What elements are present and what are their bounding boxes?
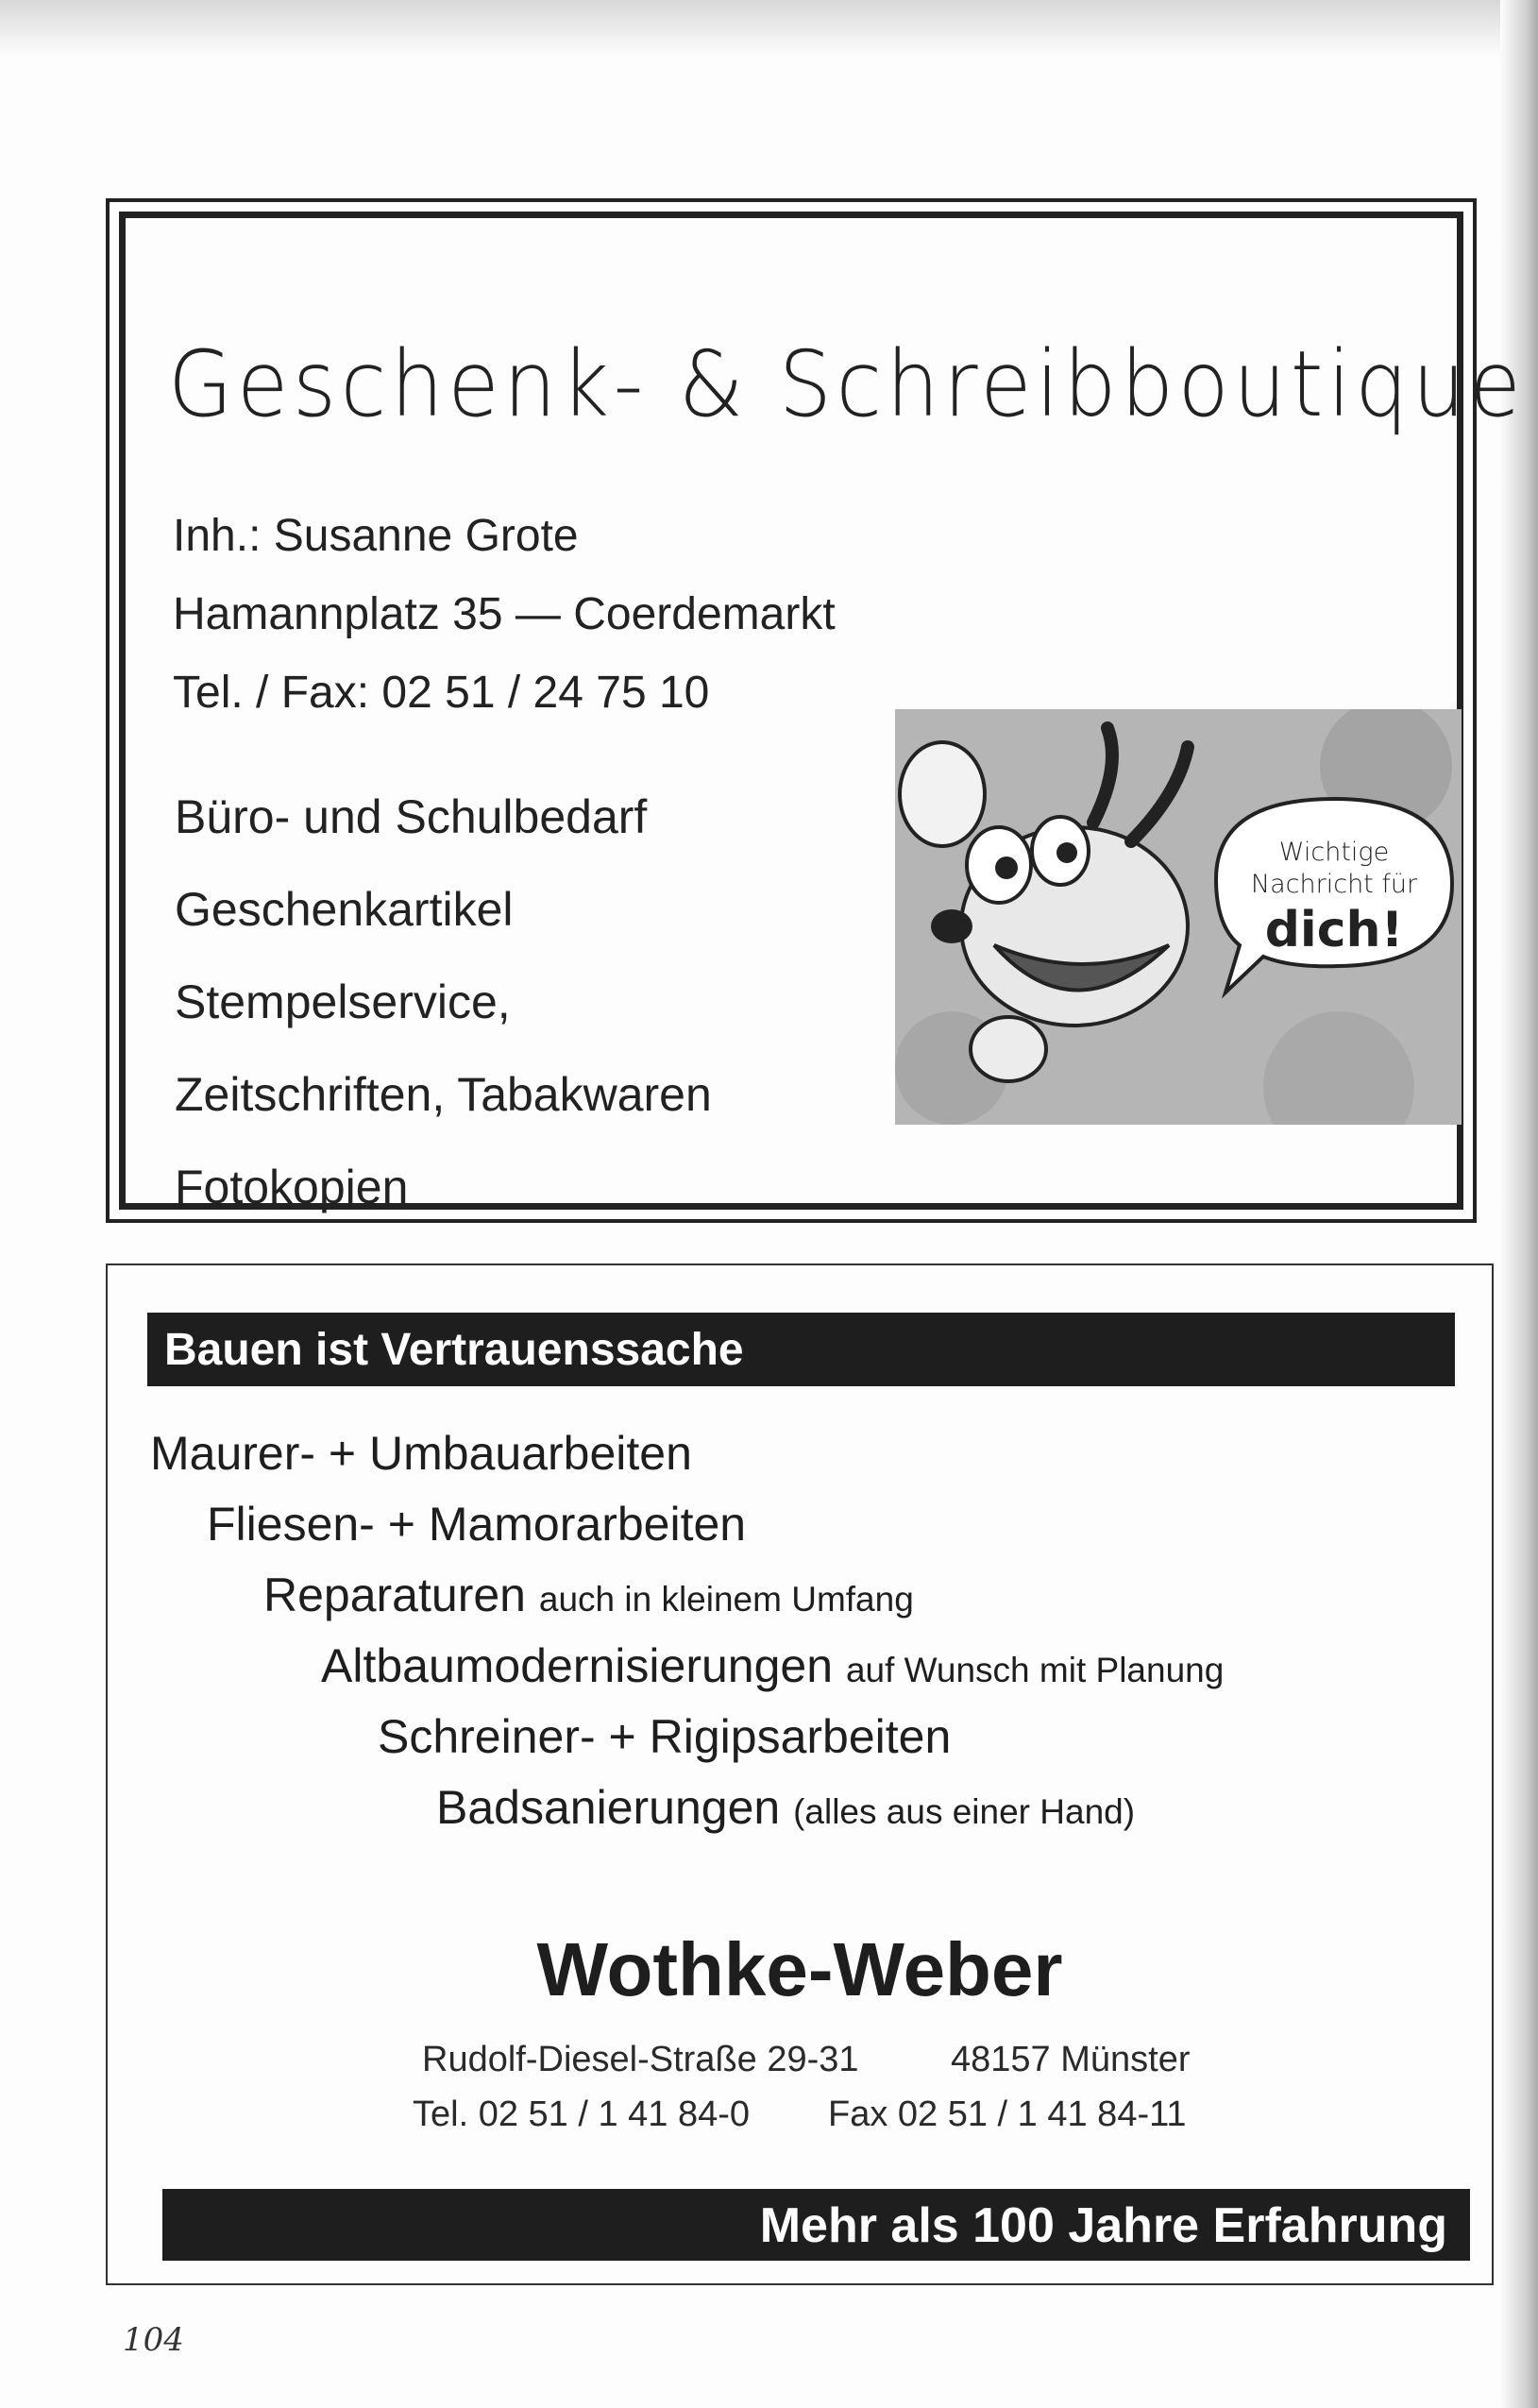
bubble-line-2: Nachricht für [1250, 870, 1418, 899]
ad1-owner: Inh.: Susanne Grote [173, 511, 579, 561]
ad1-phone: Tel. / Fax: 02 51 / 24 75 10 [173, 668, 710, 718]
service-line [207, 1497, 746, 1552]
ad-wothke-weber [106, 1263, 1494, 2285]
ad1-service-item: Fotokopien [175, 1161, 409, 1213]
scan-top-shadow [0, 0, 1538, 57]
page-number: 104 [123, 2321, 184, 2359]
company-city: 48157 Münster [951, 2040, 1191, 2079]
service-line [321, 1638, 1224, 1693]
service-main: Schreiner- + Rigipsarbeiten [378, 1710, 952, 1763]
service-line [263, 1568, 914, 1622]
ad1-contact-block [173, 497, 836, 732]
banner-top: Bauen ist Vertrauenssache [147, 1313, 1455, 1386]
service-note: auf Wunsch mit Planung [845, 1651, 1225, 1689]
service-main: Reparaturen [263, 1569, 526, 1621]
service-main: Badsanierungen [436, 1781, 781, 1834]
company-tel: Tel. 02 51 / 1 41 84-0 [413, 2094, 751, 2134]
service-main: Maurer- + Umbauarbeiten [150, 1427, 692, 1480]
ad1-services-list [175, 771, 712, 1233]
company-street: Rudolf-Diesel-Straße 29-31 [422, 2040, 859, 2079]
service-note: (alles aus einer Hand) [793, 1792, 1136, 1831]
cartoon-image [895, 709, 1462, 1125]
service-line [150, 1426, 692, 1481]
ad1-service-item: Geschenkartikel [175, 883, 514, 936]
company-fax: Fax 02 51 / 1 41 84-11 [828, 2094, 1187, 2134]
ad1-inner-frame [119, 212, 1526, 1213]
service-line [436, 1780, 1135, 1835]
bubble-line-3: dich! [1264, 902, 1404, 958]
ad1-service-item: Büro- und Schulbedarf [175, 790, 648, 843]
banner-bottom: Mehr als 100 Jahre Erfahrung [162, 2189, 1470, 2261]
ad1-address: Hamannplatz 35 — Coerdemarkt [173, 589, 836, 639]
bubble-line-1: Wichtige [1278, 838, 1390, 867]
service-main: Altbaumodernisierungen [321, 1639, 834, 1692]
service-main: Fliesen- + Mamorarbeiten [207, 1498, 747, 1551]
ad1-service-item: Zeitschriften, Tabakwaren [175, 1068, 712, 1121]
ad1-title: Geschenk- & Schreibboutique [168, 331, 1526, 437]
speech-bubble-text [1225, 837, 1443, 959]
company-name: Wothke-Weber [536, 1927, 1063, 2011]
service-line [378, 1709, 951, 1764]
ad1-service-item: Stempelservice, [175, 975, 511, 1028]
ad-geschenk-schreibboutique [106, 198, 1526, 1223]
service-note: auch in kleinem Umfang [538, 1580, 914, 1619]
